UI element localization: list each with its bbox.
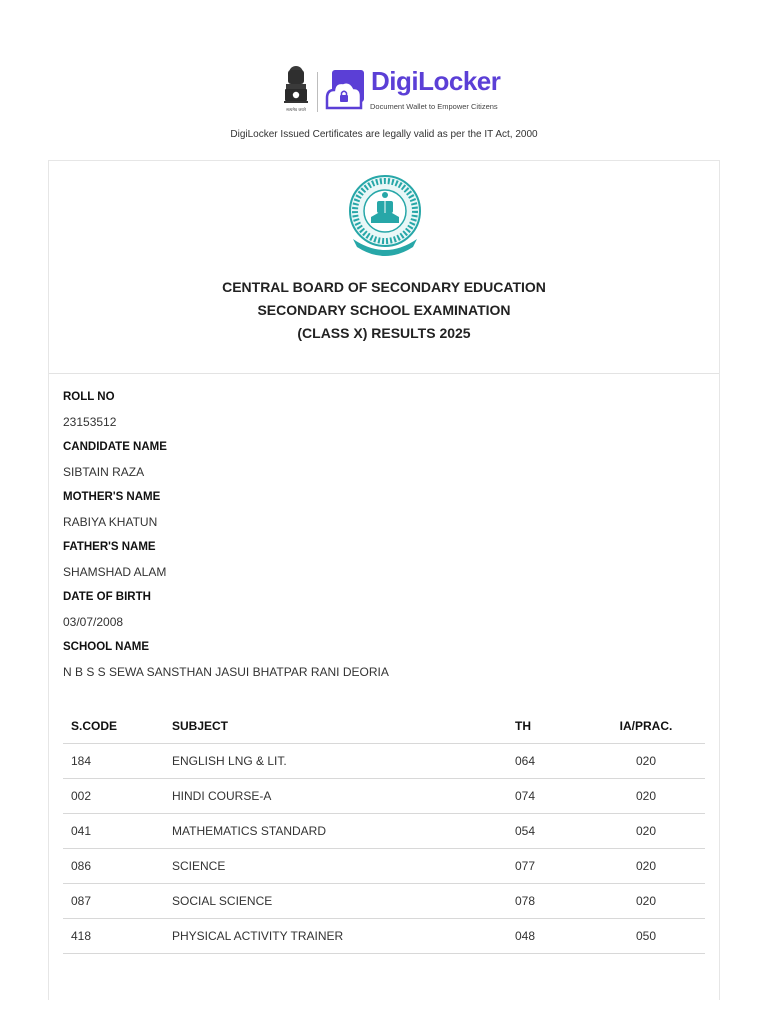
practical-marks: 020: [587, 849, 705, 884]
subject-code: 087: [63, 884, 164, 919]
mother-name-label: MOTHER'S NAME: [63, 491, 161, 503]
legal-validity-note: DigiLocker Issued Certificates are legally valid as per the IT Act, 2000: [230, 129, 538, 140]
subject-name: SOCIAL SCIENCE: [164, 884, 507, 919]
col-header-th: TH: [507, 708, 587, 744]
subject-name: MATHEMATICS STANDARD: [164, 814, 507, 849]
candidate-name-value: SIBTAIN RAZA: [63, 465, 145, 479]
digilocker-tagline: Document Wallet to Empower Citizens: [370, 102, 498, 111]
subject-code: 418: [63, 919, 164, 954]
digilocker-cloud-lock-icon: [323, 68, 367, 112]
col-header-ia-prac: IA/PRAC.: [587, 708, 705, 744]
table-row: [63, 919, 705, 954]
col-header-scode: S.CODE: [63, 708, 164, 744]
practical-marks: 050: [587, 919, 705, 954]
theory-marks: 054: [507, 814, 587, 849]
theory-marks: 064: [507, 744, 587, 779]
national-emblem-icon: [280, 64, 312, 114]
results-year: (CLASS X) RESULTS 2025: [297, 325, 471, 341]
table-row: [63, 849, 705, 884]
subject-name: HINDI COURSE-A: [164, 779, 507, 814]
father-name-value: SHAMSHAD ALAM: [63, 565, 167, 579]
date-of-birth-label: DATE OF BIRTH: [63, 591, 151, 603]
subject-code: 041: [63, 814, 164, 849]
digilocker-wordmark: DigiLocker: [371, 66, 501, 96]
subject-code: 184: [63, 744, 164, 779]
subject-name: PHYSICAL ACTIVITY TRAINER: [164, 919, 507, 954]
theory-marks: 074: [507, 779, 587, 814]
table-row: [63, 814, 705, 849]
theory-marks: 077: [507, 849, 587, 884]
roll-no-label: ROLL NO: [63, 391, 115, 403]
subject-code: 086: [63, 849, 164, 884]
theory-marks: 078: [507, 884, 587, 919]
exam-name: SECONDARY SCHOOL EXAMINATION: [257, 302, 511, 318]
mother-name-value: RABIYA KHATUN: [63, 515, 158, 529]
table-row: [63, 884, 705, 919]
brand-divider: [317, 72, 318, 112]
practical-marks: 020: [587, 814, 705, 849]
board-name: CENTRAL BOARD OF SECONDARY EDUCATION: [222, 279, 546, 295]
col-header-subject: SUBJECT: [164, 708, 507, 744]
subject-code: 002: [63, 779, 164, 814]
practical-marks: 020: [587, 779, 705, 814]
theory-marks: 048: [507, 919, 587, 954]
certificate-header: [49, 161, 719, 374]
digilocker-header: [0, 0, 768, 160]
school-name-label: SCHOOL NAME: [63, 641, 150, 653]
svg-text:सत्यमेव जयते: सत्यमेव जयते: [286, 107, 306, 112]
school-name-value: N B S S SEWA SANSTHAN JASUI BHATPAR RANI DEORIA: [63, 665, 389, 679]
table-row: [63, 744, 705, 779]
date-of-birth-value: 03/07/2008: [63, 615, 124, 629]
table-row: [63, 779, 705, 814]
practical-marks: 020: [587, 744, 705, 779]
roll-no-value: 23153512: [63, 415, 117, 429]
practical-marks: 020: [587, 884, 705, 919]
father-name-label: FATHER'S NAME: [63, 541, 156, 553]
candidate-details: [63, 389, 389, 689]
subject-name: SCIENCE: [164, 849, 507, 884]
subject-name: ENGLISH LNG & LIT.: [164, 744, 507, 779]
cbse-seal-icon: [347, 173, 423, 259]
examination-title: [49, 276, 719, 345]
marks-table: [63, 708, 705, 954]
candidate-name-label: CANDIDATE NAME: [63, 441, 167, 453]
table-header-row: [63, 708, 705, 744]
